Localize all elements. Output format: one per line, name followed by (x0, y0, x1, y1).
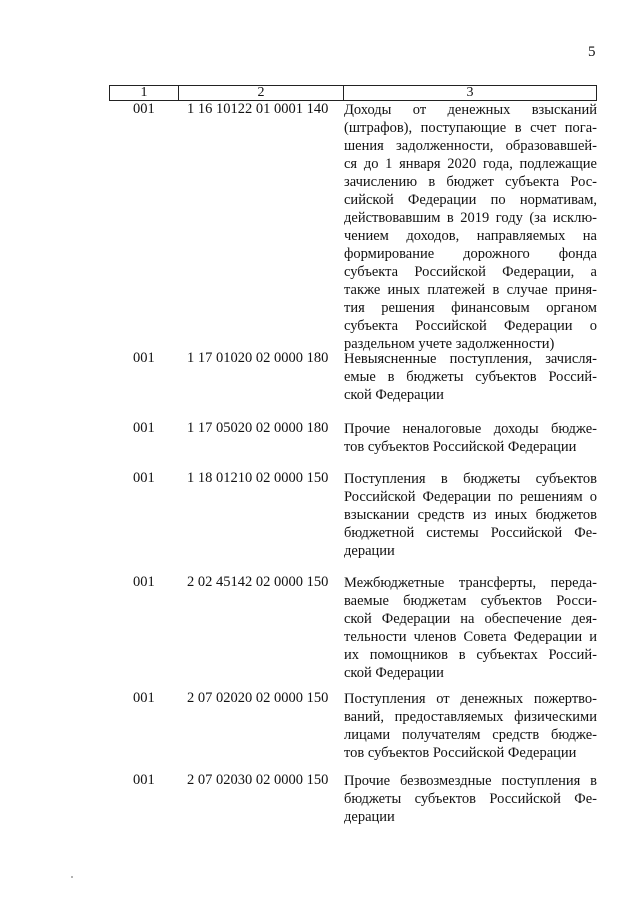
budget-code-cell: 2 07 02030 02 0000 150 (187, 772, 329, 788)
description-line: (штрафов), поступающие в счет пога- (344, 120, 597, 136)
revenue-description-cell (344, 574, 597, 682)
description-line: бюджетной системы Российской Фе- (344, 525, 597, 541)
description-line: Российской Федерации по решениям о (344, 489, 597, 505)
admin-code-cell: 001 (133, 470, 155, 486)
description-line: лицами получателям средств бюдже- (344, 727, 597, 743)
column-header-1: 1 (110, 86, 179, 101)
description-line: ся до 1 января 2020 года, подлежащие (344, 156, 597, 172)
table-header (109, 85, 597, 101)
admin-code-cell: 001 (133, 420, 155, 436)
description-line: чением доходов, направляемых на (344, 228, 597, 244)
description-line: емые в бюджеты субъектов Россий- (344, 369, 597, 385)
description-line: взыскании средств из иных бюджетов (344, 507, 597, 523)
description-line: ской Федерации (344, 387, 444, 403)
description-line: их помощников в субъектах Россий- (344, 647, 597, 663)
description-line: шения задолженности, образовавшей- (344, 138, 597, 154)
description-line: Прочие неналоговые доходы бюдже- (344, 421, 597, 437)
admin-code-cell: 001 (133, 690, 155, 706)
revenue-description-cell (344, 350, 597, 404)
description-line: тия решения финансовым органом (344, 300, 597, 316)
description-line: дерации (344, 543, 395, 559)
description-line: тов субъектов Российской Федерации (344, 439, 577, 455)
scan-speck (71, 876, 73, 878)
revenue-description-cell (344, 690, 597, 762)
description-line: бюджеты субъектов Российской Фе- (344, 791, 597, 807)
admin-code-cell: 001 (133, 772, 155, 788)
description-line: действовавшим в 2019 году (за исклю- (344, 210, 597, 226)
budget-code-cell: 2 02 45142 02 0000 150 (187, 574, 329, 590)
column-header-2: 2 (179, 86, 344, 101)
admin-code-cell: 001 (133, 574, 155, 590)
description-line: формирование дорожного фонда (344, 246, 597, 262)
description-line: Поступления от денежных пожертво- (344, 691, 597, 707)
description-line: Межбюджетные трансферты, переда- (344, 575, 597, 591)
revenue-description-cell (344, 772, 597, 826)
revenue-description-cell (344, 101, 597, 353)
admin-code-cell: 001 (133, 350, 155, 366)
revenue-description-cell (344, 470, 597, 560)
description-line: раздельном учете задолженности) (344, 336, 555, 352)
description-line: тельности членов Совета Федерации и (344, 629, 597, 645)
column-header-3: 3 (344, 86, 597, 101)
budget-code-cell: 1 18 01210 02 0000 150 (187, 470, 329, 486)
description-line: сийской Федерации по нормативам, (344, 192, 597, 208)
page-number: 5 (588, 44, 596, 60)
admin-code-cell: 001 (133, 101, 155, 117)
description-line: субъекта Российской Федерации о (344, 318, 597, 334)
description-line: ваний, предоставляемых физическими (344, 709, 597, 725)
budget-code-cell: 1 17 01020 02 0000 180 (187, 350, 329, 366)
description-line: Доходы от денежных взысканий (344, 102, 597, 118)
description-line: Невыясненные поступления, зачисля- (344, 351, 597, 367)
budget-code-cell: 1 16 10122 01 0001 140 (187, 101, 329, 117)
revenue-description-cell (344, 420, 597, 456)
description-line: ской Федерации (344, 665, 444, 681)
description-line: Поступления в бюджеты субъектов (344, 471, 597, 487)
description-line: ской Федерации на обеспечение дея- (344, 611, 597, 627)
description-line: субъекта Российской Федерации, а (344, 264, 597, 280)
description-line: ваемые бюджетам субъектов Росси- (344, 593, 597, 609)
description-line: дерации (344, 809, 395, 825)
description-line: Прочие безвозмездные поступления в (344, 773, 597, 789)
description-line: зачислению в бюджет субъекта Рос- (344, 174, 597, 190)
budget-code-cell: 1 17 05020 02 0000 180 (187, 420, 329, 436)
description-line: тов субъектов Российской Федерации (344, 745, 577, 761)
table-header-row (110, 86, 597, 101)
description-line: также иных платежей в случае приня- (344, 282, 597, 298)
budget-code-cell: 2 07 02020 02 0000 150 (187, 690, 329, 706)
